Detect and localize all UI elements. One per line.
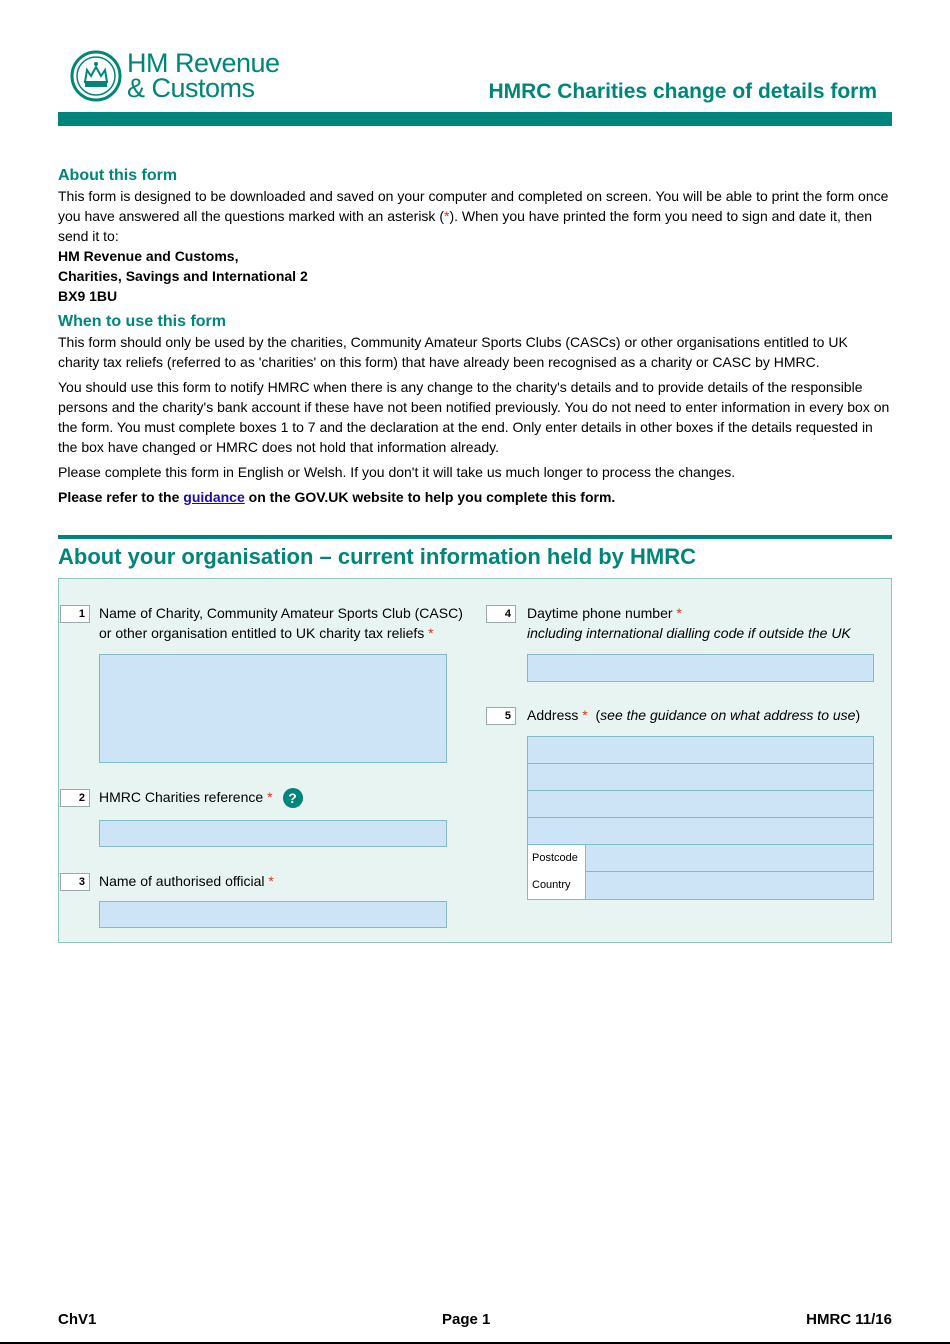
about-intro-b: ). When you have printed the form you need to sign and date it, then send it to: xyxy=(58,208,873,244)
q1-number: 1 xyxy=(60,605,90,623)
q1-label-line-1: Name of Charity, Community Amateur Sports Club (CASC) xyxy=(99,605,463,621)
q3-required-marker: * xyxy=(268,873,274,889)
section-rule xyxy=(58,535,892,539)
refer-guidance xyxy=(58,487,890,507)
when-para-3: Please complete this form in English or Welsh. If you don't it will take us much longer to process the changes. xyxy=(58,464,736,480)
header-bar xyxy=(58,112,892,126)
phone-number-input[interactable] xyxy=(527,654,874,682)
postcode-label: Postcode xyxy=(528,845,586,872)
guidance-link[interactable]: guidance xyxy=(183,489,245,505)
q4-label-text: Daytime phone number xyxy=(527,605,673,621)
when-section xyxy=(58,312,890,507)
about-section xyxy=(58,166,890,306)
q3-number: 3 xyxy=(60,873,90,891)
address-block xyxy=(527,736,874,900)
when-para-2: You should use this form to notify HMRC when there is any change to the charity's details and to provide details of the responsible persons and the charity's bank account if these have not been notified previously. You do not need to enter information in every box on the form. You must complete boxes 1 to 7 and the declaration at the end. Only enter details in other boxes if the details requested in the box have changed or HMRC does not hold that information already. xyxy=(58,379,890,455)
address-line-3: BX9 1BU xyxy=(58,288,118,304)
logo-line-2: & Customs xyxy=(127,73,255,103)
address-line-1: HM Revenue and Customs, xyxy=(58,248,239,264)
footer-form-code: ChV1 xyxy=(58,1311,97,1328)
q5-label-text: Address xyxy=(527,707,579,723)
q3-label xyxy=(99,871,274,891)
when-heading: When to use this form xyxy=(58,313,226,330)
q2-number: 2 xyxy=(60,789,90,807)
q1-required-marker: * xyxy=(428,625,434,641)
postcode-input[interactable] xyxy=(528,845,873,872)
address-line-2-input[interactable] xyxy=(528,764,873,791)
address-line-4-input[interactable] xyxy=(528,818,873,845)
when-para-1: This form should only be used by the charities, Community Amateur Sports Clubs (CASCs) or other organisations entitled to UK charity tax reliefs (referred to as 'charities' on this form) that have already been recognised as a charity or CASC by HMRC. xyxy=(58,334,848,370)
q4-number: 4 xyxy=(486,605,516,623)
address-line-1-input[interactable] xyxy=(528,737,873,764)
logo-line-1: HM Revenue xyxy=(127,48,280,78)
q5-number: 5 xyxy=(486,707,516,725)
q2-required-marker: * xyxy=(267,789,273,805)
refer-a: Please refer to the xyxy=(58,489,184,505)
q4-required-marker: * xyxy=(676,605,682,621)
footer-version: HMRC 11/16 xyxy=(806,1311,892,1328)
q4-label xyxy=(527,603,877,643)
q1-label xyxy=(99,603,479,643)
help-icon[interactable]: ? xyxy=(283,788,303,808)
organisation-panel xyxy=(58,578,892,943)
refer-b: on the GOV.UK website to help you complete this form. xyxy=(244,489,616,505)
q3-label-text: Name of authorised official xyxy=(99,873,265,889)
q1-label-line-2: or other organisation entitled to UK charity tax reliefs xyxy=(99,625,425,641)
q4-sublabel: including international dialling code if outside the UK xyxy=(527,625,851,641)
asterisk-marker: * xyxy=(443,208,450,224)
country-label: Country xyxy=(528,872,586,899)
address-line-3-input[interactable] xyxy=(528,791,873,818)
about-intro-a: This form is designed to be downloaded and saved on your computer and completed on screen. You will be able to print the form once you have answered all the questions marked with an asterisk ( xyxy=(58,188,889,224)
charities-reference-input[interactable] xyxy=(99,820,447,847)
q2-label xyxy=(99,787,303,808)
q5-note-close: ) xyxy=(855,707,861,723)
hmrc-logo xyxy=(70,50,280,102)
authorised-official-input[interactable] xyxy=(99,901,447,928)
q5-required-marker: * xyxy=(582,707,588,723)
about-heading: About this form xyxy=(58,167,178,184)
section-title: About your organisation – current information held by HMRC xyxy=(58,544,697,569)
q5-note-open: ( xyxy=(595,707,601,723)
form-title: HMRC Charities change of details form xyxy=(488,80,877,103)
about-intro xyxy=(58,186,890,246)
footer-page-number: Page 1 xyxy=(442,1311,491,1328)
address-line-2: Charities, Savings and International 2 xyxy=(58,268,308,284)
logo-wordmark xyxy=(127,48,280,103)
crown-logo-icon xyxy=(70,50,122,102)
q5-note: see the guidance on what address to use xyxy=(600,707,856,723)
country-input[interactable] xyxy=(528,872,873,899)
charity-name-input[interactable] xyxy=(99,654,447,763)
q5-label xyxy=(527,705,860,725)
q2-label-text: HMRC Charities reference xyxy=(99,789,264,805)
